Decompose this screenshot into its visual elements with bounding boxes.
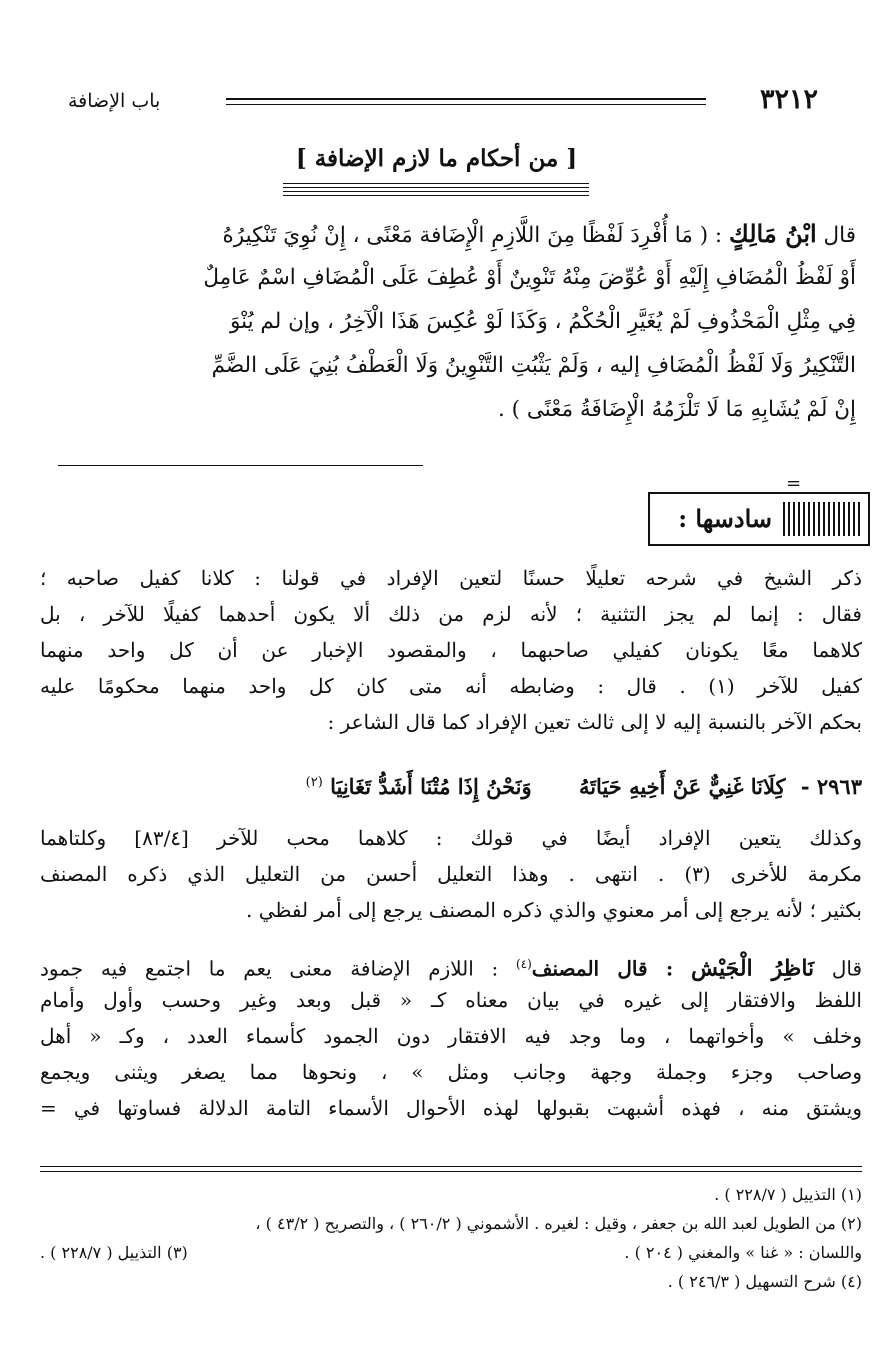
- footnote-line: [40, 1238, 862, 1267]
- subheading-ornament: [780, 502, 860, 536]
- footnote-2: (٢) من الطويل لعبد الله بن جعفر ، وقيل : لغيره . الأشموني ( ٢٦٠/٢ ) ، والتصريح ( ٤٣/٢ ) ،: [255, 1214, 862, 1233]
- verse-line: التَّنْكِيرُ وَلَا لَفْظُ الْمُضَافِ إليه ، وَلَمْ يَثْبُتِ التَّنْوِينُ وَلَا الْعَطْفُ بُنِيَ عَلَى الضَّمِّ: [211, 353, 856, 378]
- poem-footnote-ref: (٢): [305, 775, 323, 790]
- heading-ornament-rules: [283, 183, 589, 197]
- footnote-4: (٤) شرح التسهيل ( ٢٤٦/٣ ) .: [667, 1272, 862, 1291]
- nazir-al-jaysh-name: نَاظِرُ الْجَيْشِ: [690, 955, 815, 982]
- author-name: ابْنُ مَالِكٍ: [729, 219, 817, 248]
- chapter-title: باب الإضافة: [68, 90, 161, 112]
- header-rule: [226, 98, 706, 105]
- text-line: كلاهما معًا يكونان كفيلي صاحبهما ، والمقصود الإخبار عن أن كل واحد منهما: [40, 638, 862, 662]
- text-line: مكرمة للأخرى (٣) . انتهى . وهذا التعليل أحسن من التعليل الذي ذكره المصنف: [40, 862, 862, 886]
- text-line: وصاحب وجزء وجملة وجهة وجانب ومثل » ، ونحوها مما يصغر ويثنى ويجمع: [40, 1060, 862, 1084]
- text-line: بكثير ؛ لأنه يرجع إلى أمر معنوي والذي ذكره المصنف يرجع إلى أمر لفظي .: [246, 898, 862, 922]
- paragraph-1: [40, 560, 862, 740]
- musannif-label: : قال المصنف: [531, 956, 674, 981]
- poem-number: ٢٩٦٣ -: [800, 774, 862, 799]
- page-header: [58, 84, 818, 118]
- section-heading-text: [ من أحكام ما لازم الإضافة ]: [295, 145, 578, 172]
- verse-intro: قال: [823, 223, 856, 248]
- footnote-ref: (٤): [515, 957, 532, 971]
- poem-hemistich-2: وَنَحْنُ إِذَا مُتْنَا أَشَدُّ تَغَانِيَا: [330, 774, 532, 799]
- paragraph-3: [40, 946, 862, 1126]
- paragraph-2: [40, 820, 862, 928]
- text-line: بحكم الآخر بالنسبة إليه لا إلى ثالث تعين الإفراد كما قال الشاعر :: [327, 710, 862, 734]
- subheading-box: [648, 492, 870, 546]
- text-line: ويشتق منه ، فهذه أشبهت بقبولها لهذه الأحوال الأسماء التامة الدلالة فساوتها في =: [40, 1096, 862, 1120]
- alfiyya-verse-block: [56, 212, 856, 432]
- poem-hemistich-1: كِلَانَا غَنِيٌّ عَنْ أَخِيهِ حَيَاتَهُ: [578, 774, 786, 799]
- poem-verse: [40, 774, 862, 799]
- subheading-text: سادسها :: [678, 504, 772, 533]
- verse-underline: [58, 465, 423, 466]
- text-line: اللفظ والافتقار إلى غيره في بيان معناه كـ « قبل وبعد وغير وحسب وأول وأمام: [40, 988, 862, 1012]
- text-line: كفيل للآخر (١) . قال : وضابطه أنه متى كان كل واحد منهما محكومًا عليه: [40, 674, 862, 698]
- text-line: [40, 946, 862, 982]
- footnote-separator: [40, 1166, 862, 1172]
- text-line: فقال : إنما لم يجز التثنية ؛ لأنه لزم من ذلك ألا يكون أحدهما كفيلًا للآخر ، بل: [40, 602, 862, 626]
- verse-text: : ( مَا أُفْرِدَ لَفْظًا مِنَ اللَّازِمِ الْإِضَافة مَعْنًى ، إِنْ نُوِيَ تَنْكِيرُهُ: [222, 223, 723, 248]
- verse-line: [56, 212, 856, 256]
- verse-line: فِي مِثْلِ الْمَحْذُوفِ لَمْ يُغَيَّرِ الْحُكْمُ ، وَكَذَا لَوْ عُكِسَ هَذَا الْآخِرُ ، وإن لم يُنْوَ: [229, 309, 856, 334]
- paragraph-intro: قال: [831, 956, 862, 981]
- section-heading: [0, 145, 873, 172]
- page-number: ٣٢١٢: [759, 84, 818, 115]
- footnotes: [40, 1180, 862, 1296]
- continuation-mark: =: [786, 473, 802, 494]
- verse-line: إِنْ لَمْ يُشَابِهِ مَا لَا تَلْزَمُهُ الْإِضَافَةُ مَعْنًى ) .: [497, 397, 856, 422]
- verse-line: أَوْ لَفْظُ الْمُضَافِ إِلَيْهِ أَوْ عُوِّضَ مِنْهُ تَنْوِينٌ أَوْ عُطِفَ عَلَى الْمُضَافِ اسْمٌ عَامِلٌ: [203, 265, 856, 290]
- footnote-2-cont: واللسان : « غنا » والمغني ( ٢٠٤ ) .: [624, 1243, 862, 1262]
- footnote-3: (٣) التذييل ( ٢٢٨/٧ ) .: [40, 1243, 188, 1262]
- text-line: وكذلك يتعين الإفراد أيضًا في قولك : كلاهما محب للآخر [٨٣/٤] وكلتاهما: [40, 826, 862, 850]
- text-line: وخلف » وأخواتهما ، وما وجد فيه الافتقار دون الجمود كأسماء العدد ، وكـ « أهل: [40, 1024, 862, 1048]
- paragraph-text: : اللازم الإضافة معنى يعم ما اجتمع فيه جمود: [40, 956, 499, 981]
- text-line: ذكر الشيخ في شرحه تعليلًا حسنًا لتعين الإفراد في قولنا : كلانا كفيل صاحبه ؛: [40, 566, 862, 590]
- footnote-1: (١) التذييل ( ٢٢٨/٧ ) .: [714, 1185, 862, 1204]
